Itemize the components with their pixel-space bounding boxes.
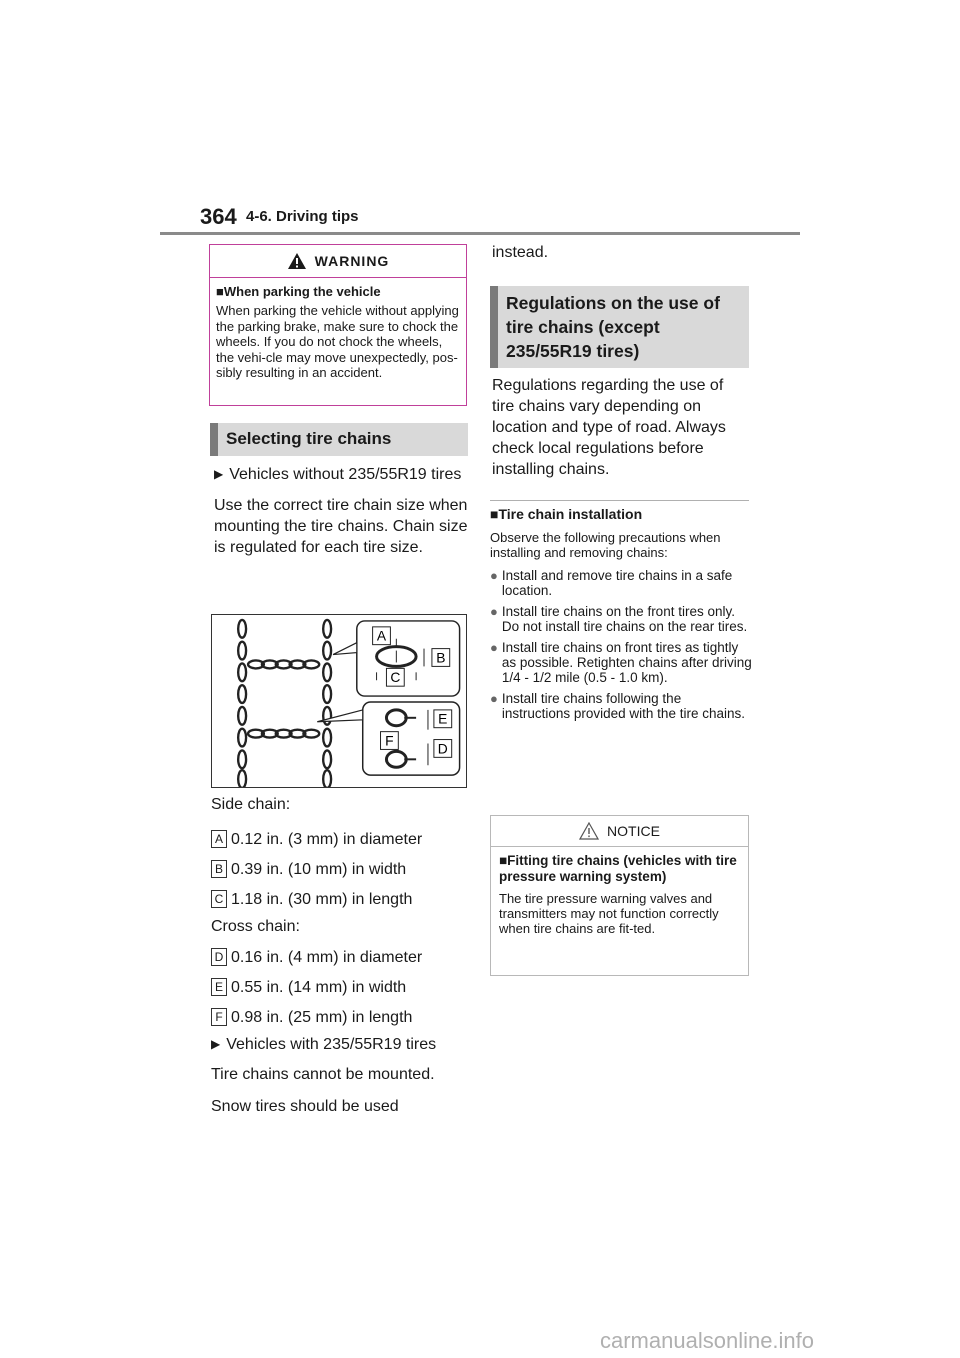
badge: E [211,978,227,996]
side-chain-item [211,884,471,914]
regulations-paragraph: Regulations regarding the use of tire chains vary depending on location and type of road. Always check local regulations before installing chains. [492,377,726,478]
bullet-dot-icon: ● [490,604,498,619]
item-text: 0.98 in. (25 mm) in length [231,1008,413,1026]
header-rule [160,232,800,235]
notice-body: The tire pressure warning valves and transmitters may not function correctly when tire chains are fit-ted. [499,891,719,936]
precaution-item [490,691,752,721]
installation-subheading: ■Tire chain installation [490,506,643,522]
item-text: 0.39 in. (10 mm) in width [231,860,407,878]
watermark: carmanualsonline.info [600,1328,815,1353]
divider [490,500,749,501]
bullet-without-tires [214,464,470,485]
diagram-label-e: E [438,710,448,727]
cross-chain-item [211,942,471,972]
notice-title: NOTICE [607,823,660,839]
precaution-text: Install tire chains following the instructions provided with the tire chains. [501,691,745,721]
badge: B [211,860,227,878]
badge: C [211,890,227,908]
side-chain-item [211,854,471,884]
precaution-item [490,568,752,598]
badge: F [211,1008,227,1026]
triangle-bullet-icon: ▶ [214,467,224,481]
diagram-label-b: B [436,649,446,666]
installation-section [490,506,752,727]
diagram-label-d: D [437,740,448,757]
cannot-mount-text: Tire chains cannot be mounted. [211,1066,435,1083]
badge: D [211,948,227,966]
section-title: 4-6. Driving tips [246,208,359,225]
item-text: 0.12 in. (3 mm) in diameter [231,830,423,848]
bullet-text: Vehicles without 235/55R19 tires [229,466,462,483]
caution-icon [579,822,599,840]
item-text: 0.16 in. (4 mm) in diameter [231,948,423,966]
chain-size-list [211,794,471,1126]
cross-chain-item [211,972,471,1002]
precaution-item [490,640,752,685]
diagram-label-a: A [376,627,387,644]
precaution-text: Install tire chains on the front tires only. Do not install tire chains on the rear tires. [501,604,748,634]
cross-chain-item [211,1002,471,1032]
bullet-dot-icon: ● [490,640,498,655]
precaution-text: Install and remove tire chains in a safe location. [501,568,733,598]
triangle-bullet-icon: ▶ [211,1037,221,1051]
warning-body: When parking the vehicle without applying the parking brake, make sure to chock the wheels. If you do not chock the wheels, the vehi-cle may move unexpectedly, pos-sibly resulting in an accident. [216,303,459,380]
notice-header [491,816,748,847]
side-chain-item [211,824,471,854]
diagram-label-f: F [385,732,394,749]
notice-subheading: ■Fitting tire chains (vehicles with tire pressure warning system) [499,853,737,884]
item-text: 0.55 in. (14 mm) in width [231,978,407,996]
page-number: 364 [200,204,237,229]
bullet-with-tires [211,1034,471,1062]
warning-icon [287,252,307,270]
regulations-heading: Regulations on the use of tire chains (except 235/55R19 tires) [490,286,749,368]
bullet-dot-icon: ● [490,568,498,583]
cross-chain-label: Cross chain: [211,918,300,935]
bullet-dot-icon: ● [490,691,498,706]
tire-chain-diagram [211,614,467,788]
item-text: 1.18 in. (30 mm) in length [231,890,413,908]
warning-box [209,244,467,406]
snow-tires-text: Snow tires should be used [211,1098,399,1115]
precaution-item [490,604,752,634]
bullet-text: Vehicles with 235/55R19 tires [226,1036,437,1053]
warning-title: WARNING [314,253,390,269]
installation-intro: Observe the following precautions when installing and removing chains: [490,530,721,560]
chain-size-paragraph: Use the correct tire chain size when mounting the tire chains. Chain size is regulated for each tire size. [214,497,468,556]
side-chain-label: Side chain: [211,796,291,813]
badge: A [211,830,227,848]
selecting-tire-chains-heading: Selecting tire chains [210,423,468,456]
notice-box [490,815,749,976]
precaution-text: Install tire chains on front tires as tightly as possible. Retighten chains after driving 1/4 - 1/2 mile (0.5 - 1.0 km). [501,640,752,685]
diagram-label-c: C [390,669,401,686]
left-column-top [214,464,470,558]
warning-subheading: ■When parking the vehicle [216,284,381,299]
warning-header [210,245,466,278]
instead-text: instead. [492,244,549,261]
